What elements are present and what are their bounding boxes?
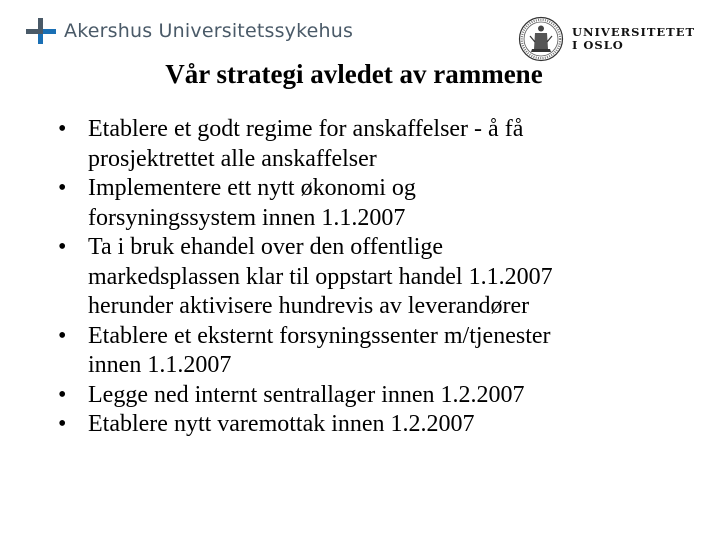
bullet-line: markedsplassen klar til oppstart handel 1.1.2007 — [88, 263, 553, 290]
bullet-dot: • — [58, 175, 67, 201]
uio-logo-line1: UNIVERSITETET — [572, 25, 696, 39]
bullet-line: Etablere nytt varemottak innen 1.2.2007 — [88, 411, 475, 437]
bullet-dot: • — [58, 381, 67, 408]
bullet-line: prosjektrettet alle anskaffelser — [88, 145, 377, 172]
bullet-text — [88, 174, 708, 233]
bullet-item — [58, 381, 708, 411]
bullet-line: forsyningssystem innen 1.1.2007 — [88, 204, 406, 231]
bullet-dot: • — [58, 116, 67, 142]
ahus-logo-name: Akershus Universitetssykehus — [64, 20, 354, 42]
bullet-text — [88, 381, 708, 411]
bullet-line: Etablere et godt regime for anskaffelser - å få — [88, 116, 524, 142]
bullet-item — [58, 174, 708, 233]
bullet-dot: • — [58, 322, 67, 349]
bullet-text — [88, 233, 708, 322]
bullet-item — [58, 322, 708, 381]
bullet-dot: • — [58, 411, 67, 437]
bullet-line: Ta i bruk ehandel over den offentlige — [88, 234, 444, 260]
uio-logo-line2: I OSLO — [572, 38, 624, 52]
bullet-text — [88, 410, 708, 440]
slide-title: Vår strategi avledet av rammene — [165, 59, 543, 89]
bullet-line: innen 1.1.2007 — [88, 352, 232, 378]
bullet-text — [88, 115, 708, 174]
uio-logo-name — [572, 26, 695, 52]
bullet-list — [58, 115, 708, 440]
bullet-text — [88, 322, 708, 381]
bullet-item — [58, 233, 708, 322]
university-seal-icon — [518, 16, 564, 62]
bullet-line: herunder aktivisere hundrevis av leverandører — [88, 293, 530, 319]
bullet-line: Implementere ett nytt økonomi og — [88, 175, 416, 201]
bullet-item — [58, 115, 708, 174]
ahus-logo — [26, 16, 353, 46]
cross-mark-icon — [26, 16, 56, 46]
bullet-item — [58, 410, 708, 440]
bullet-line: Etablere et eksternt forsyningssenter m/tjenester — [88, 322, 551, 349]
bullet-line: Legge ned internt sentrallager innen 1.2.2007 — [88, 381, 525, 408]
bullet-dot: • — [58, 234, 67, 260]
uio-logo — [518, 16, 695, 62]
